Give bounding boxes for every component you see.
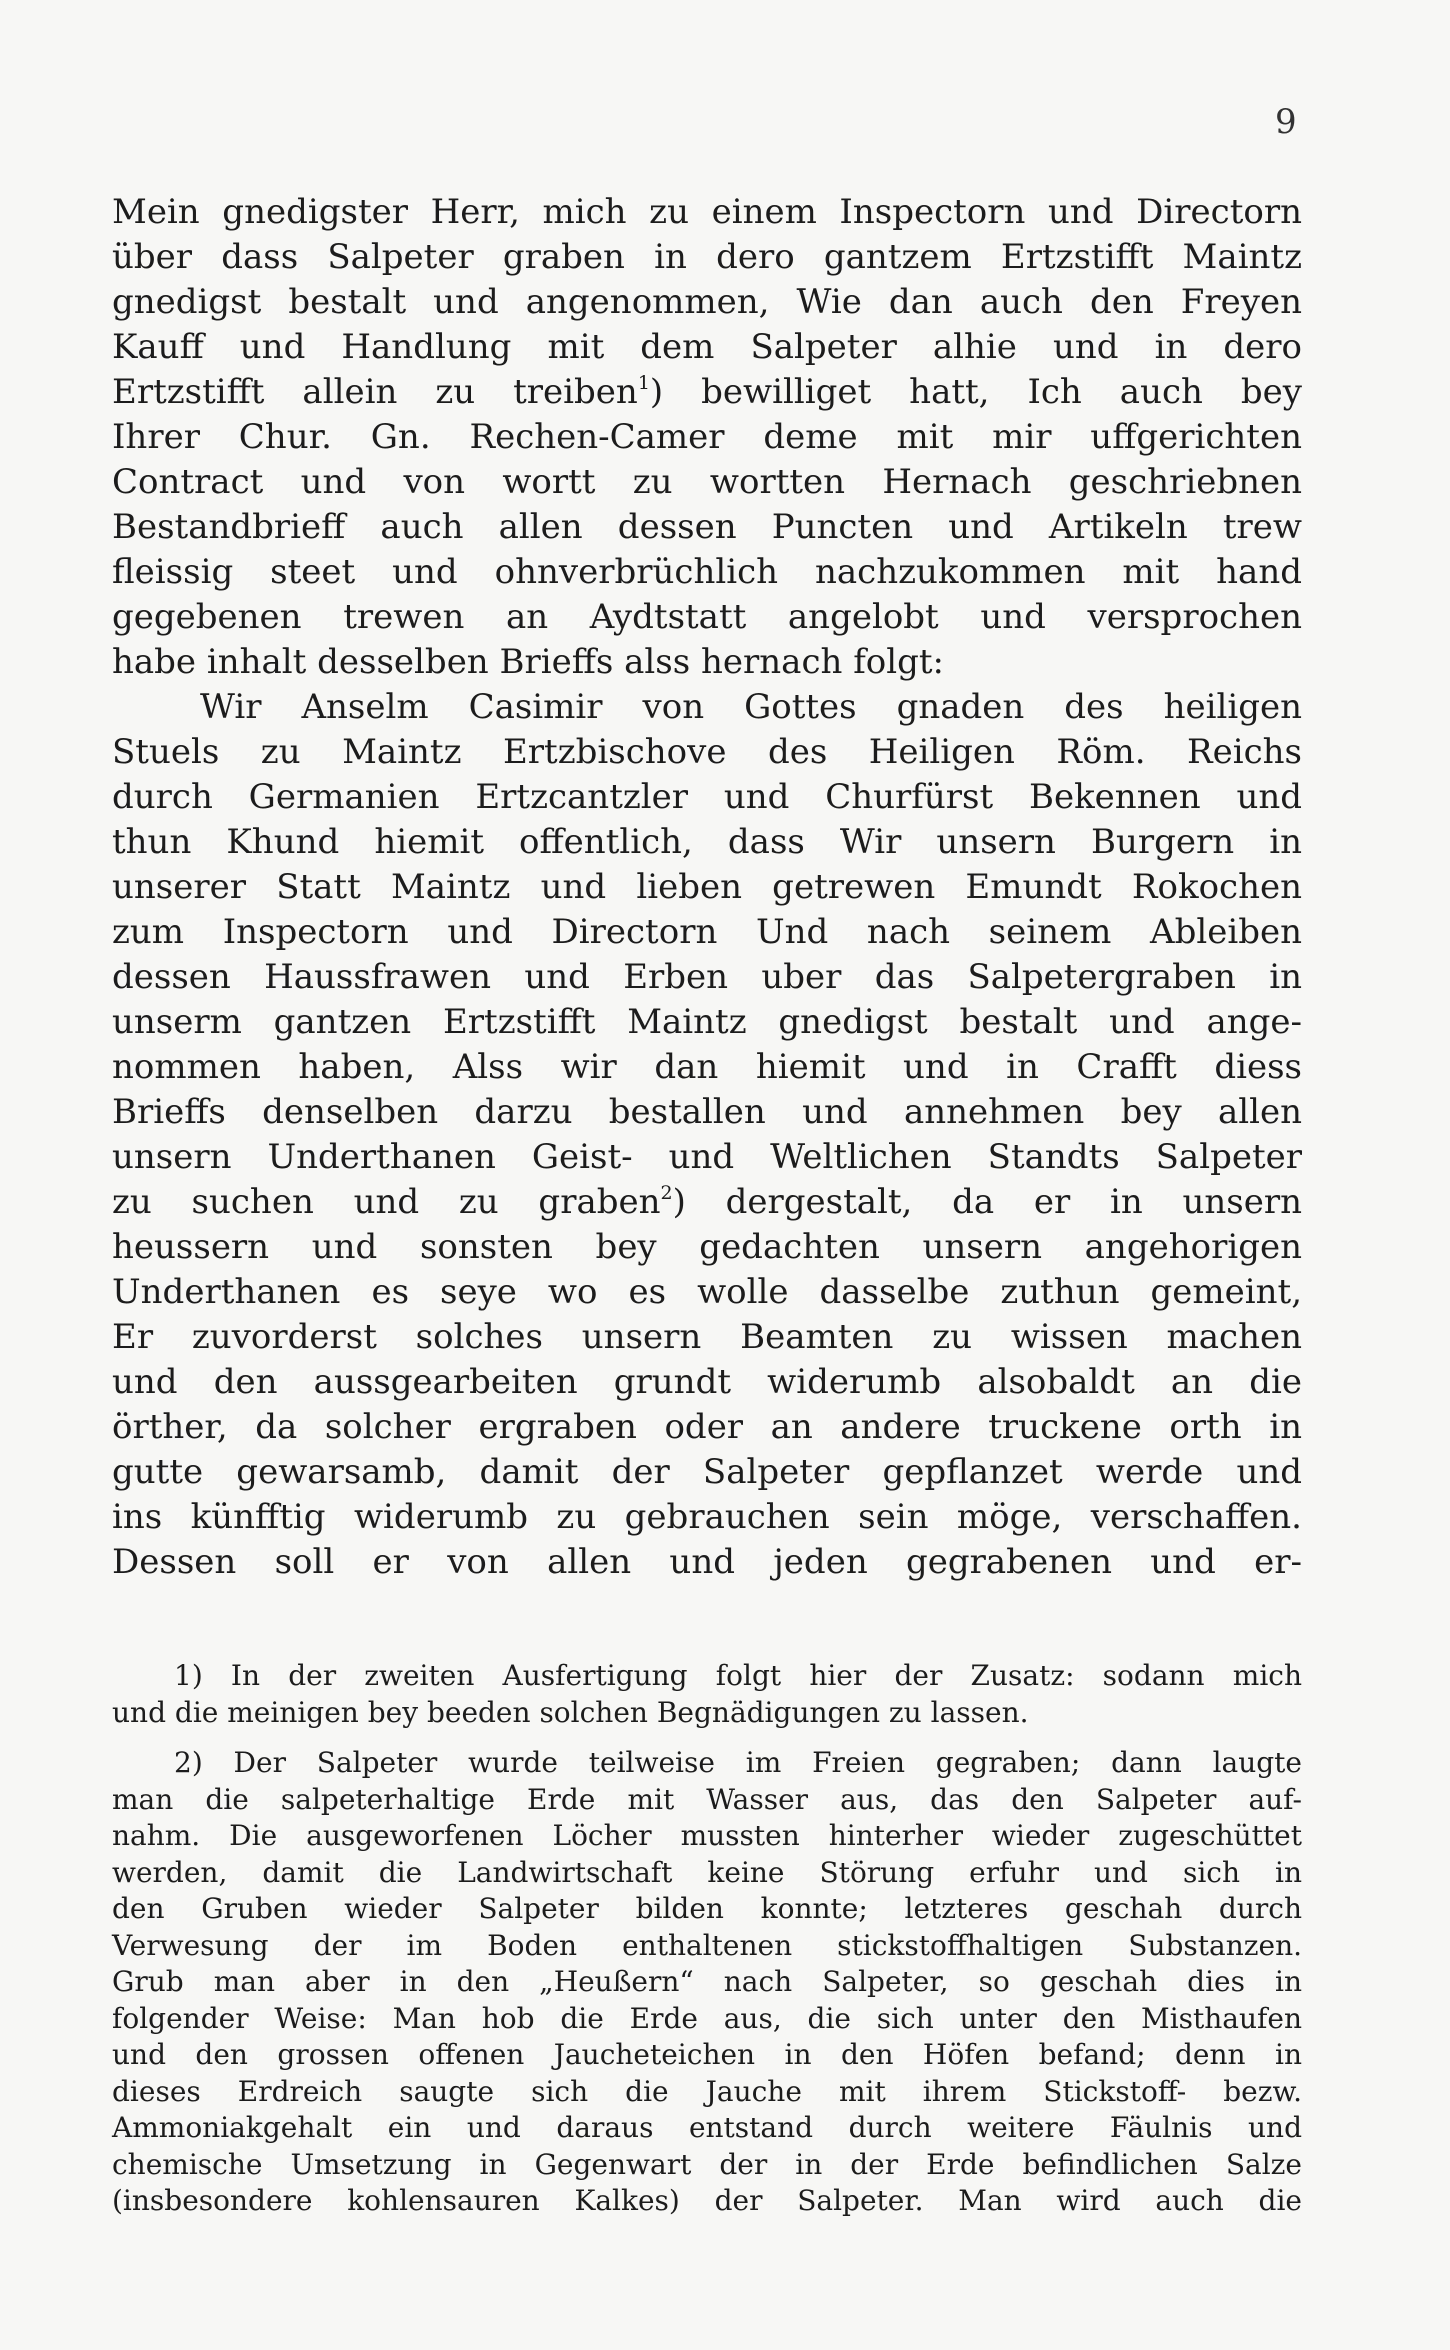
footnotes [112, 1658, 1302, 2220]
body-line: über dass Salpeter graben in dero gantzem Ertzstifft Maintz [112, 237, 1302, 277]
body-line: gegebenen trewen an Aydtstatt angelobt und versprochen [112, 597, 1302, 637]
body-line: gutte gewarsamb, damit der Salpeter gepflanzet werde und [112, 1452, 1302, 1492]
footnote-2-line: chemische Umsetzung in Gegenwart der in der Erde befindlichen Salze [112, 2147, 1302, 2181]
footnote-2-line: nahm. Die ausgeworfenen Löcher mussten hinterher wieder zugeschüttet [112, 1819, 1302, 1852]
footnote-2-line: und den grossen offenen Jaucheteichen in den Höfen befand; denn in [112, 2038, 1302, 2071]
footnote-2-line: (insbesondere kohlensauren Kalkes) der Salpeter. Man wird auch die [112, 2184, 1302, 2217]
body-line: durch Germanien Ertzcantzler und Churfürst Bekennen und [112, 777, 1302, 817]
body-line: thun Khund hiemit offentlich, dass Wir unsern Burgern in [112, 822, 1302, 862]
body-line: Stuels zu Maintz Ertzbischove des Heiligen Röm. Reichs [112, 732, 1302, 772]
body-line: Bestandbrieff auch allen dessen Puncten und Artikeln trew [112, 507, 1302, 547]
body-line: Mein gnedigster Herr, mich zu einem Inspectorn und Directorn [112, 192, 1302, 232]
body-line: gnedigst bestalt und angenommen, Wie dan auch den Freyen [112, 282, 1302, 322]
body-line: Contract und von wortt zu wortten Hernach geschriebnen [112, 462, 1302, 502]
body-line: Wir Anselm Casimir von Gottes gnaden des heiligen [200, 687, 1302, 727]
body-line: Underthanen es seye wo es wolle dasselbe zuthun gemeint, [112, 1272, 1302, 1312]
body-line: und den aussgearbeiten grundt widerumb alsobaldt an die [112, 1362, 1302, 1402]
footnote-ref-2: 2 [660, 1181, 673, 1204]
body-line: habe inhalt desselben Brieffs alss hernach folgt: [112, 642, 945, 682]
body-line: Brieffs denselben darzu bestallen und annehmen bey allen [112, 1092, 1302, 1132]
footnote-2-line: dieses Erdreich saugte sich die Jauche mit ihrem Stickstoff- bezw. [112, 2074, 1302, 2108]
page-number: 9 [1275, 102, 1297, 142]
footnote-1-line: 1) In der zweiten Ausfertigung folgt hier der Zusatz: sodann mich [174, 1659, 1302, 1692]
body-line-text: ) bewilliget hatt, Ich auch bey [649, 372, 1302, 412]
body-line: nommen haben, Alss wir dan hiemit und in Crafft diess [112, 1047, 1302, 1087]
body-line: Ihrer Chur. Gn. Rechen-Camer deme mit mir uffgerichten [112, 417, 1302, 457]
body-line: unsern Underthanen Geist- und Weltlichen Standts Salpeter [112, 1137, 1302, 1177]
footnote-2-line: 2) Der Salpeter wurde teilweise im Freien gegraben; dann laugte [174, 1746, 1302, 1779]
body-line: fleissig steet und ohnverbrüchlich nachzukommen mit hand [112, 552, 1302, 592]
body-line: zum Inspectorn und Directorn Und nach seinem Ableiben [112, 912, 1302, 952]
footnote-2-line: folgender Weise: Man hob die Erde aus, die sich unter den Misthaufen [112, 2001, 1302, 2035]
footnote-1-line: und die meinigen bey beeden solchen Begnädigungen zu lassen. [112, 1695, 1029, 1729]
body-line: heussern und sonsten bey gedachten unsern angehorigen [112, 1227, 1302, 1267]
body-line: ins künfftig widerumb zu gebrauchen sein möge, verschaffen. [112, 1497, 1302, 1537]
body-line: örther, da solcher ergraben oder an andere truckene orth in [112, 1407, 1302, 1447]
footnote-2-line: Grub man aber in den „Heußern“ nach Salpeter, so geschah dies in [112, 1965, 1302, 1998]
footnote-2-line: Ammoniakgehalt ein und daraus entstand durch weitere Fäulnis und [112, 2111, 1302, 2144]
body-line: Er zuvorderst solches unsern Beamten zu wissen machen [112, 1317, 1302, 1357]
body-line-with-footnote-2 [112, 1180, 1302, 1225]
footnote-gap [112, 1731, 1302, 1745]
footnote-2-line: man die salpeterhaltige Erde mit Wasser aus, das den Salpeter auf- [112, 1782, 1302, 1816]
body-line: Kauff und Handlung mit dem Salpeter alhie und in dero [112, 327, 1302, 367]
main-text [112, 190, 1302, 1585]
body-line: unserer Statt Maintz und lieben getrewen Emundt Rokochen [112, 867, 1302, 907]
footnote-2-line: den Gruben wieder Salpeter bilden konnte; letzteres geschah durch [112, 1892, 1302, 1925]
footnote-2-line: werden, damit die Landwirtschaft keine Störung erfuhr und sich in [112, 1855, 1302, 1889]
body-line: unserm gantzen Ertzstifft Maintz gnedigst bestalt und ange- [112, 1002, 1302, 1042]
body-line: Dessen soll er von allen und jeden gegrabenen und er- [112, 1542, 1302, 1582]
body-line-text: ) dergestalt, da er in unsern [672, 1182, 1303, 1222]
body-line-text: Ertzstifft allein zu treiben [112, 372, 638, 412]
footnote-ref-1: 1 [637, 371, 650, 394]
body-line-text: zu suchen und zu graben [112, 1182, 661, 1222]
body-line-with-footnote-1 [112, 370, 1302, 415]
footnote-2-line: Verwesung der im Boden enthaltenen stickstoffhaltigen Substanzen. [112, 1928, 1302, 1962]
body-line: dessen Haussfrawen und Erben uber das Salpetergraben in [112, 957, 1302, 997]
